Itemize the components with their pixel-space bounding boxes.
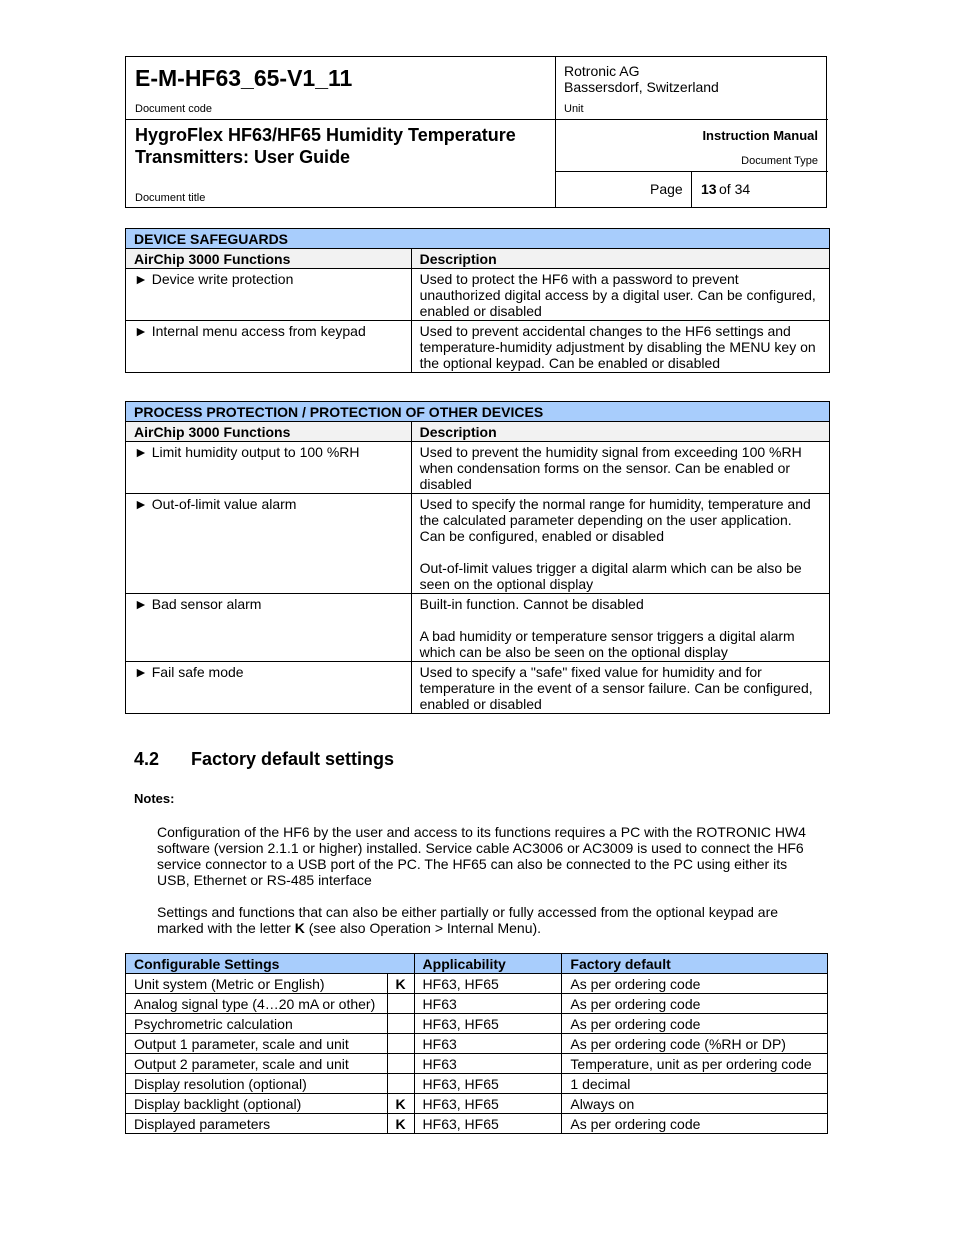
column-header: AirChip 3000 Functions bbox=[126, 249, 412, 269]
description-cell bbox=[411, 494, 829, 594]
table-row bbox=[126, 1034, 828, 1054]
column-header: Description bbox=[411, 422, 829, 442]
process-protection-table bbox=[125, 401, 830, 714]
keypad-mark-cell: K bbox=[387, 974, 414, 994]
device-safeguards-table bbox=[125, 228, 830, 373]
table-row bbox=[126, 494, 830, 594]
keypad-mark-cell: K bbox=[387, 1114, 414, 1134]
description-text: Built-in function. Cannot be disabled bbox=[419, 596, 644, 612]
applicability-cell: HF63, HF65 bbox=[414, 1014, 562, 1034]
function-cell: ► Fail safe mode bbox=[126, 662, 412, 714]
unit-location: Bassersdorf, Switzerland bbox=[564, 79, 719, 95]
applicability-cell: HF63 bbox=[414, 1054, 562, 1074]
function-cell: ► Bad sensor alarm bbox=[126, 594, 412, 662]
setting-cell: Unit system (Metric or English) bbox=[126, 974, 388, 994]
header-divider bbox=[126, 119, 555, 120]
description-cell: Used to protect the HF6 with a password to prevent unauthorized digital access by a digital user. Can be configured, enabled or disabled bbox=[411, 269, 829, 321]
section-title: Factory default settings bbox=[191, 749, 395, 769]
page-number: 13 bbox=[701, 181, 717, 197]
applicability-cell: HF63 bbox=[414, 1034, 562, 1054]
header-divider bbox=[691, 172, 692, 208]
header-divider bbox=[556, 119, 828, 120]
table-row bbox=[126, 1054, 828, 1074]
keypad-mark-cell bbox=[387, 1074, 414, 1094]
table-row bbox=[126, 994, 828, 1014]
table-row bbox=[126, 442, 830, 494]
factory-settings-table bbox=[125, 953, 828, 1134]
table-row bbox=[126, 1014, 828, 1034]
column-header: Configurable Settings bbox=[126, 954, 415, 974]
default-cell: Always on bbox=[562, 1094, 828, 1114]
function-cell: ► Internal menu access from keypad bbox=[126, 321, 412, 373]
function-cell: ► Limit humidity output to 100 %RH bbox=[126, 442, 412, 494]
keypad-mark-cell bbox=[387, 1034, 414, 1054]
header-divider bbox=[555, 57, 556, 208]
table-row bbox=[126, 321, 830, 373]
keypad-mark-cell bbox=[387, 1014, 414, 1034]
keypad-mark-cell bbox=[387, 1054, 414, 1074]
default-cell: As per ordering code bbox=[562, 1014, 828, 1034]
table-row bbox=[126, 974, 828, 994]
unit-company: Rotronic AG bbox=[564, 63, 640, 79]
document-title-line: HygroFlex HF63/HF65 Humidity Temperature bbox=[135, 125, 516, 145]
description-cell: Used to specify a "safe" fixed value for humidity and for temperature in the event of a sensor failure. Can be configured, enabled or disabled bbox=[411, 662, 829, 714]
page-label: Page bbox=[650, 181, 683, 197]
document-code-label: Document code bbox=[135, 103, 213, 115]
document-code: E-M-HF63_65-V1_11 bbox=[135, 65, 353, 91]
table-row bbox=[126, 662, 830, 714]
notes-label: Notes: bbox=[134, 791, 175, 806]
column-header: Factory default bbox=[562, 954, 828, 974]
header-divider bbox=[556, 171, 828, 172]
section-heading bbox=[134, 749, 394, 770]
description-cell: Used to prevent accidental changes to the HF6 settings and temperature-humidity adjustment by disabling the MENU key on the optional keypad. Can be enabled or disabled bbox=[411, 321, 829, 373]
notes-text: (see also Operation > Internal Menu). bbox=[304, 920, 542, 936]
notes-paragraph bbox=[157, 904, 817, 936]
applicability-cell: HF63, HF65 bbox=[414, 1094, 562, 1114]
description-text: Used to specify the normal range for humidity, temperature and the calculated parameter depending on the user application. Can be configured, enabled or disabled bbox=[419, 496, 811, 544]
description-cell: Used to prevent the humidity signal from exceeding 100 %RH when condensation forms on the sensor. Can be enabled or disabled bbox=[411, 442, 829, 494]
default-cell: As per ordering code (%RH or DP) bbox=[562, 1034, 828, 1054]
setting-cell: Output 1 parameter, scale and unit bbox=[126, 1034, 388, 1054]
description-text: A bad humidity or temperature sensor triggers a digital alarm which can be also be seen on the optional display bbox=[419, 628, 795, 660]
description-cell bbox=[411, 594, 829, 662]
keypad-mark-cell: K bbox=[387, 1094, 414, 1114]
table-row bbox=[126, 1094, 828, 1114]
applicability-cell: HF63, HF65 bbox=[414, 1114, 562, 1134]
applicability-cell: HF63, HF65 bbox=[414, 1074, 562, 1094]
setting-cell: Analog signal type (4…20 mA or other) bbox=[126, 994, 388, 1014]
table-row bbox=[126, 1114, 828, 1134]
table-row bbox=[126, 594, 830, 662]
function-cell: ► Out-of-limit value alarm bbox=[126, 494, 412, 594]
column-header: Applicability bbox=[414, 954, 562, 974]
setting-cell: Display backlight (optional) bbox=[126, 1094, 388, 1114]
setting-cell: Output 2 parameter, scale and unit bbox=[126, 1054, 388, 1074]
notes-text: Settings and functions that can also be either partially or fully accessed from the optional keypad are marked with the letter bbox=[157, 904, 779, 936]
applicability-cell: HF63, HF65 bbox=[414, 974, 562, 994]
column-header: AirChip 3000 Functions bbox=[126, 422, 412, 442]
table-row bbox=[126, 269, 830, 321]
document-header bbox=[125, 56, 827, 208]
unit-name bbox=[564, 63, 719, 95]
default-cell: As per ordering code bbox=[562, 1114, 828, 1134]
keypad-marker: K bbox=[294, 920, 305, 936]
document-title bbox=[135, 124, 555, 168]
page-total: of 34 bbox=[719, 181, 751, 197]
section-number: 4.2 bbox=[134, 749, 160, 769]
table-section-title: DEVICE SAFEGUARDS bbox=[126, 229, 830, 249]
unit-label: Unit bbox=[564, 103, 584, 115]
column-header: Description bbox=[411, 249, 829, 269]
default-cell: Temperature, unit as per ordering code bbox=[562, 1054, 828, 1074]
keypad-mark-cell bbox=[387, 994, 414, 1014]
default-cell: 1 decimal bbox=[562, 1074, 828, 1094]
document-type: Instruction Manual bbox=[702, 128, 818, 143]
applicability-cell: HF63 bbox=[414, 994, 562, 1014]
description-text: Out-of-limit values trigger a digital alarm which can be also be seen on the optional display bbox=[419, 560, 802, 592]
default-cell: As per ordering code bbox=[562, 994, 828, 1014]
document-title-label: Document title bbox=[135, 192, 206, 204]
function-cell: ► Device write protection bbox=[126, 269, 412, 321]
default-cell: As per ordering code bbox=[562, 974, 828, 994]
notes-paragraph: Configuration of the HF6 by the user and access to its functions requires a PC with the ROTRONIC HW4 software (version 2.1.1 or higher) installed. Service cable AC3006 or AC3009 is used to connect the HF6 service connector to a USB port of the PC. The HF65 can also be connected to the PC using either its USB, Ethernet or RS-485 interface bbox=[157, 824, 806, 888]
setting-cell: Psychrometric calculation bbox=[126, 1014, 388, 1034]
table-section-title: PROCESS PROTECTION / PROTECTION OF OTHER DEVICES bbox=[126, 402, 830, 422]
document-title-line: Transmitters: User Guide bbox=[135, 147, 351, 167]
setting-cell: Displayed parameters bbox=[126, 1114, 388, 1134]
document-type-label: Document Type bbox=[741, 155, 818, 167]
table-row bbox=[126, 1074, 828, 1094]
setting-cell: Display resolution (optional) bbox=[126, 1074, 388, 1094]
